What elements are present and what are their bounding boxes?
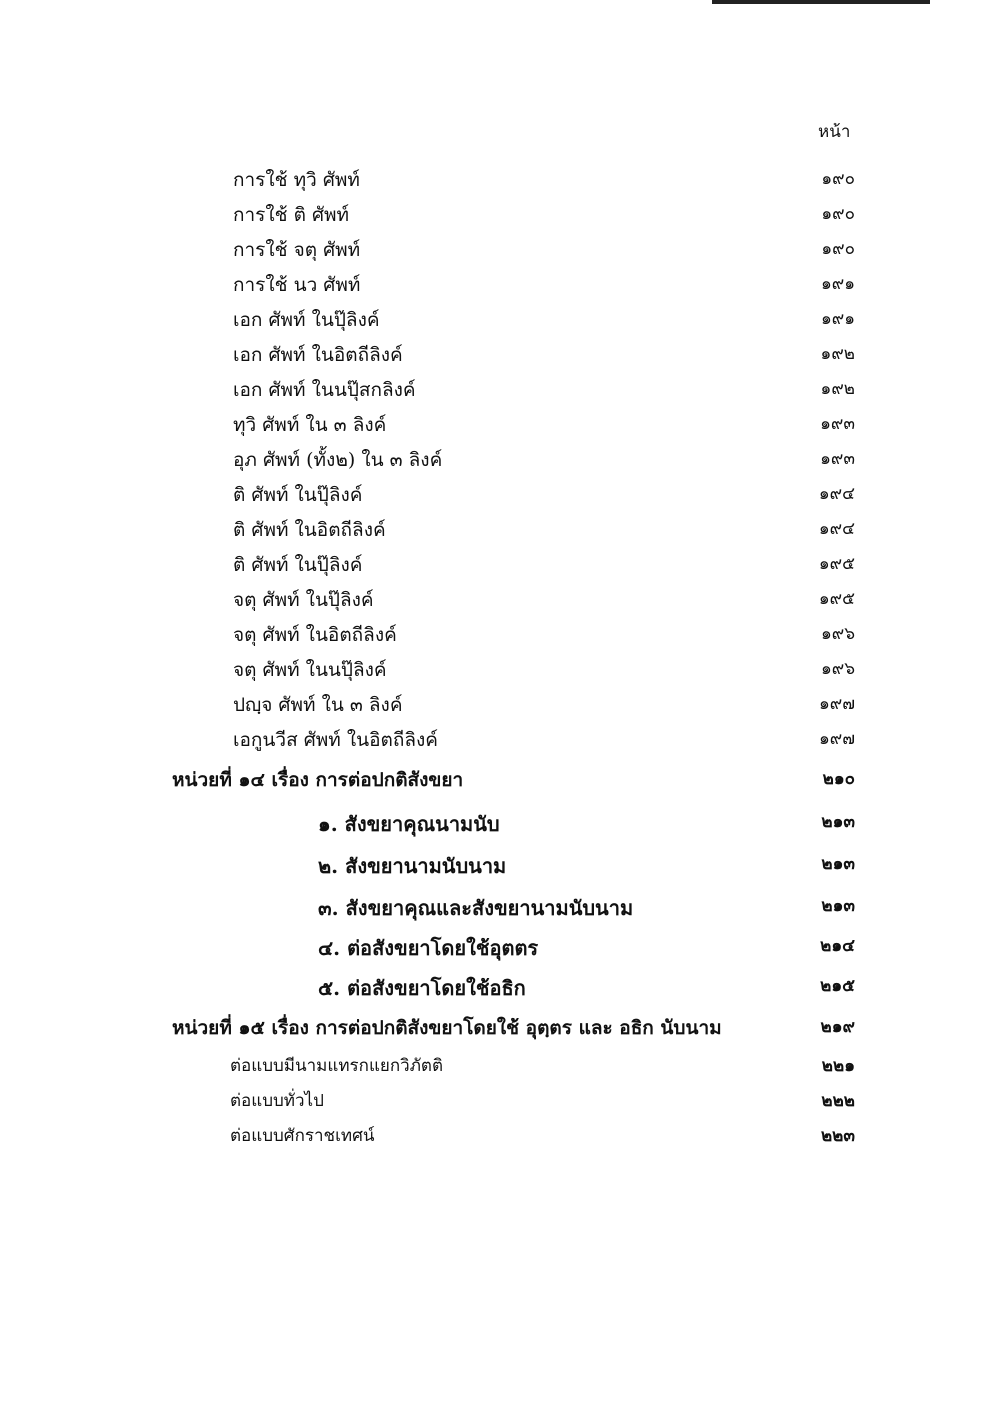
toc-entry-title: ต่อแบบมีนามแทรกแยกวิภัตติ — [230, 1056, 443, 1076]
toc-entry-page-number: ๒๑๓ — [821, 854, 855, 874]
toc-entry-title: ๔. ต่อสังขยาโดยใช้อุตตร — [318, 936, 539, 960]
toc-entry-title: ๑. สังขยาคุณนามนับ — [318, 812, 500, 836]
toc-entry — [0, 550, 1000, 584]
toc-entry-page-number: ๑๙๐ — [821, 204, 855, 224]
toc-entry-title: หน่วยที่ ๑๕ เรื่อง การต่อปกติสังขยาโดยใช้ อุตฺตร และ อธิก นับนาม — [172, 1017, 722, 1039]
toc-entry-page-number: ๒๒๓ — [820, 1126, 855, 1146]
toc-entry-title: การใช้ ติ ศัพท์ — [233, 204, 350, 226]
toc-entry — [0, 1087, 1000, 1121]
toc-entry-title: ต่อแบบศักราชเทศน์ — [230, 1126, 375, 1146]
toc-entry — [0, 932, 1000, 966]
toc-entry — [0, 585, 1000, 619]
toc-entry-title: เอก ศัพท์ ในปุ๊ลิงค์ — [233, 309, 380, 331]
toc-entry — [0, 445, 1000, 479]
toc-entry-title: ติ ศัพท์ ในปุ๊ลิงค์ — [233, 484, 363, 506]
toc-entry — [0, 808, 1000, 842]
toc-entry — [0, 270, 1000, 304]
toc-unit-heading — [0, 1013, 1000, 1047]
toc-entry-page-number: ๒๑๓ — [821, 896, 855, 916]
toc-entry — [0, 972, 1000, 1006]
toc-entry-page-number: ๒๑๓ — [821, 812, 855, 832]
toc-entry — [0, 200, 1000, 234]
toc-entry — [0, 480, 1000, 514]
toc-entry-title: จตุ ศัพท์ ในอิตถีลิงค์ — [233, 624, 397, 646]
toc-entry — [0, 1052, 1000, 1086]
toc-entry-title: การใช้ จตุ ศัพท์ — [233, 239, 361, 261]
toc-entry-title: ทุวิ ศัพท์ ใน ๓ ลิงค์ — [233, 414, 387, 436]
toc-entry — [0, 165, 1000, 199]
toc-entry — [0, 892, 1000, 926]
toc-entry — [0, 515, 1000, 549]
toc-entry — [0, 305, 1000, 339]
toc-entry-page-number: ๑๙๗ — [818, 694, 855, 714]
toc-entry-page-number: ๑๙๔ — [818, 519, 855, 539]
toc-entry-title: ต่อแบบทั่วไป — [230, 1091, 324, 1111]
toc-entry-page-number: ๑๙๖ — [820, 624, 855, 644]
toc-entry-title: ปญฺจ ศัพท์ ใน ๓ ลิงค์ — [233, 694, 403, 716]
toc-entry — [0, 690, 1000, 724]
toc-entry — [0, 655, 1000, 689]
toc-entry-page-number: ๑๙๐ — [821, 239, 855, 259]
toc-entry-page-number: ๑๙๑ — [820, 274, 855, 294]
toc-entry-title: เอก ศัพท์ ในอิตถีลิงค์ — [233, 344, 403, 366]
toc-entry — [0, 375, 1000, 409]
toc-entry-title: ติ ศัพท์ ในปุ๊ลิงค์ — [233, 554, 363, 576]
page-column-label: หน้า — [818, 122, 851, 142]
toc-entry-page-number: ๑๙๔ — [818, 484, 855, 504]
toc-entry-page-number: ๑๙๓ — [820, 414, 855, 434]
toc-unit-heading — [0, 765, 1000, 799]
toc-entry-page-number: ๒๑๐ — [822, 769, 855, 789]
toc-entry-title: การใช้ ทุวิ ศัพท์ — [233, 169, 360, 191]
toc-entry-title: การใช้ นว ศัพท์ — [233, 274, 361, 296]
toc-entry-title: ๒. สังขยานามนับนาม — [318, 854, 507, 878]
toc-entry — [0, 235, 1000, 269]
toc-entry-page-number: ๒๑๙ — [820, 1017, 855, 1037]
toc-entry — [0, 725, 1000, 759]
toc-entry — [0, 410, 1000, 444]
toc-entry-page-number: ๑๙๒ — [820, 379, 855, 399]
toc-entry — [0, 620, 1000, 654]
toc-entry-title: ๕. ต่อสังขยาโดยใช้อธิก — [318, 976, 526, 1000]
toc-entry — [0, 850, 1000, 884]
top-edge-rule — [712, 0, 930, 4]
toc-entry-title: เอก ศัพท์ ในนปุ๊สกลิงค์ — [233, 379, 416, 401]
toc-entry — [0, 1122, 1000, 1156]
toc-entry-page-number: ๒๒๒ — [821, 1091, 855, 1111]
toc-entry — [0, 340, 1000, 374]
toc-entry-page-number: ๑๙๗ — [818, 729, 855, 749]
toc-entry-title: จตุ ศัพท์ ในปุ๊ลิงค์ — [233, 589, 374, 611]
toc-entry-title: ติ ศัพท์ ในอิตถีลิงค์ — [233, 519, 386, 541]
toc-entry-page-number: ๒๑๕ — [820, 976, 855, 996]
toc-entry-title: เอกูนวีส ศัพท์ ในอิตถีลิงค์ — [233, 729, 439, 751]
toc-entry-page-number: ๑๙๑ — [820, 309, 855, 329]
toc-entry-title: ๓. สังขยาคุณและสังขยานามนับนาม — [318, 896, 634, 920]
toc-entry-page-number: ๑๙๕ — [818, 554, 855, 574]
toc-entry-page-number: ๒๑๔ — [820, 936, 855, 956]
toc-entry-page-number: ๑๙๐ — [821, 169, 855, 189]
toc-entry-title: อุภ ศัพท์ (ทั้ง๒) ใน ๓ ลิงค์ — [233, 449, 443, 471]
toc-entry-page-number: ๑๙๒ — [820, 344, 855, 364]
toc-entry-page-number: ๒๒๑ — [821, 1056, 855, 1076]
toc-entry-title: หน่วยที่ ๑๔ เรื่อง การต่อปกติสังขยา — [172, 769, 464, 791]
toc-entry-page-number: ๑๙๖ — [820, 659, 855, 679]
toc-entry-page-number: ๑๙๓ — [820, 449, 855, 469]
toc-entry-title: จตุ ศัพท์ ในนปุ๊ลิงค์ — [233, 659, 387, 681]
toc-entry-page-number: ๑๙๕ — [818, 589, 855, 609]
